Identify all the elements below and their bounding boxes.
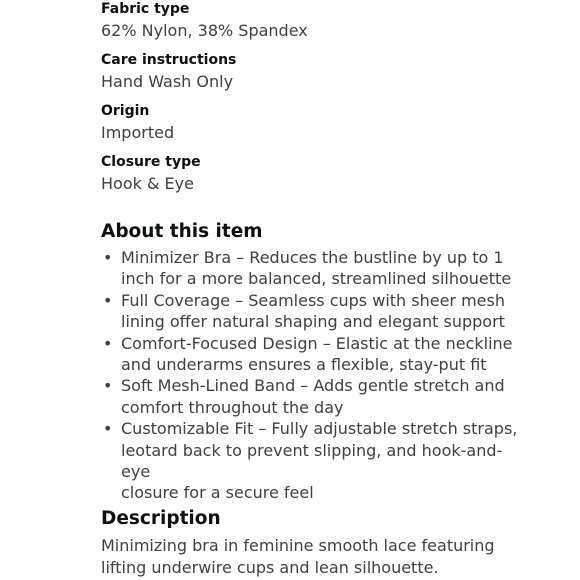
spec-value-closure-type: Hook & Eye [101, 174, 194, 193]
spec-label-origin: Origin [101, 103, 150, 119]
bullet-line: Full Coverage – Seamless cups with sheer mesh [121, 290, 505, 310]
spec-value-origin: Imported [101, 123, 175, 142]
about-bullet [101, 247, 521, 290]
bullet-dot-icon: • [103, 419, 113, 439]
bullet-line: and underarms ensures a flexible, stay-put fit [121, 355, 487, 375]
spec-label-fabric-type: Fabric type [101, 1, 190, 17]
description-line: Minimizing bra in feminine smooth lace featuring [101, 536, 495, 555]
bullet-line: Customizable Fit – Fully adjustable stretch straps, [121, 419, 518, 439]
spec-label-closure-type: Closure type [101, 154, 201, 170]
bullet-line: closure for a secure feel [121, 483, 314, 503]
description-text [101, 535, 501, 578]
bullet-line: Soft Mesh-Lined Band – Adds gentle stretch and [121, 376, 505, 396]
about-bullet [101, 333, 521, 376]
bullet-line: leotard back to prevent slipping, and hook-and-eye [121, 440, 503, 482]
about-bullet [101, 290, 521, 333]
bullet-line: lining offer natural shaping and elegant support [121, 312, 505, 332]
about-section [101, 220, 521, 504]
spec-origin [101, 102, 174, 144]
spec-closure-type [101, 153, 201, 195]
spec-value-fabric-type: 62% Nylon, 38% Spandex [101, 21, 308, 40]
bullet-dot-icon: • [103, 376, 113, 396]
bullet-line: Minimizer Bra – Reduces the bustline by up to 1 [121, 248, 504, 267]
description-line: lifting underwire cups and lean silhouette. [101, 557, 439, 577]
bullet-line: inch for a more balanced, streamlined silhouette [121, 269, 512, 289]
bullet-dot-icon: • [103, 248, 113, 267]
bullet-dot-icon: • [103, 290, 113, 310]
about-bullet-list [101, 247, 521, 504]
bullet-dot-icon: • [103, 333, 113, 353]
about-heading: About this item [101, 221, 263, 242]
description-section [101, 507, 521, 578]
about-bullet [101, 418, 521, 504]
bullet-line: Comfort-Focused Design – Elastic at the neckline [121, 333, 513, 353]
description-heading: Description [101, 508, 221, 529]
spec-value-care-instructions: Hand Wash Only [101, 72, 234, 91]
spec-fabric-type [101, 0, 308, 42]
spec-care-instructions [101, 51, 236, 93]
about-bullet [101, 375, 521, 418]
spec-label-care-instructions: Care instructions [101, 52, 237, 68]
bullet-line: comfort throughout the day [121, 397, 344, 417]
